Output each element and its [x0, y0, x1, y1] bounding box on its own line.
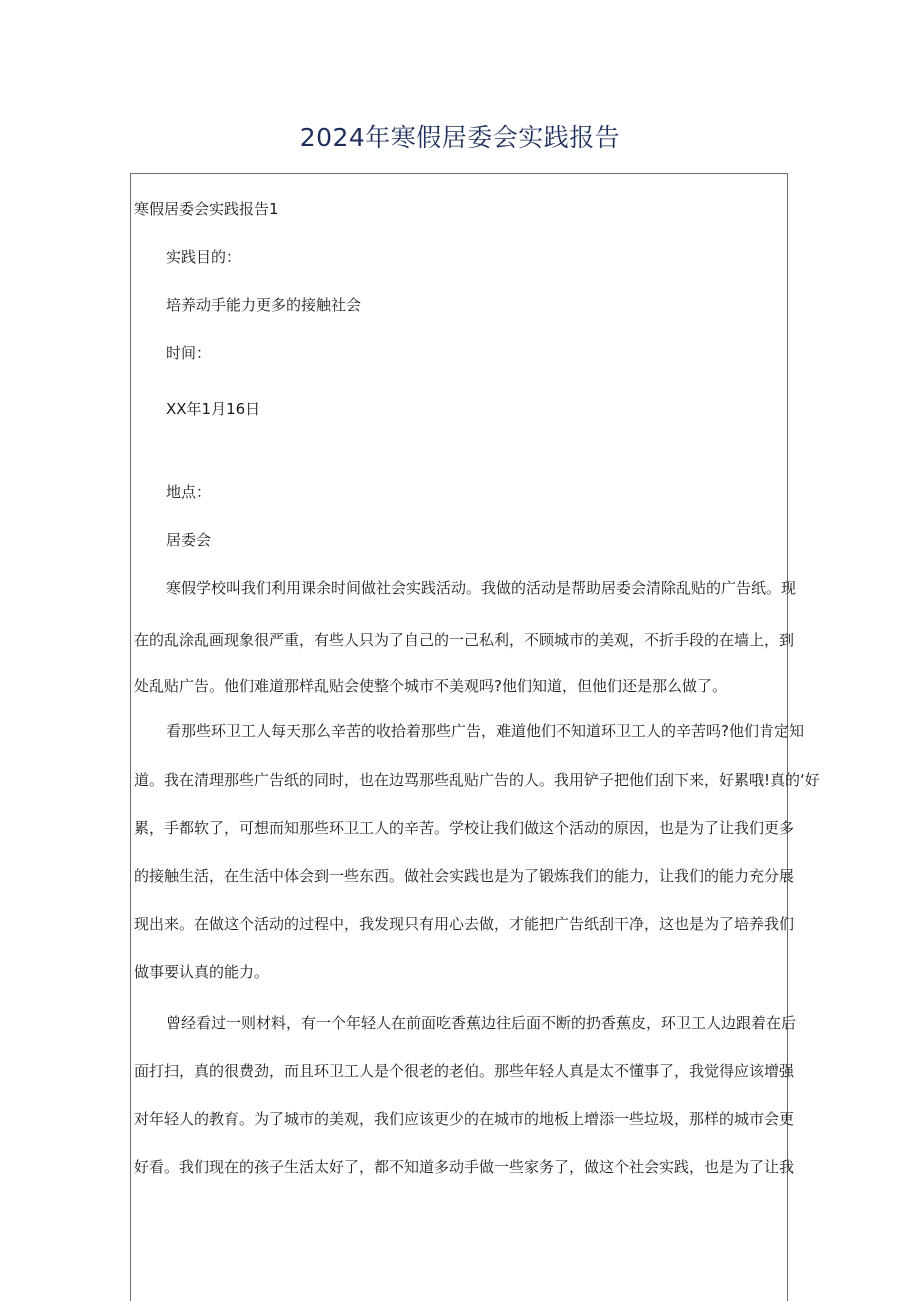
place-value: 居委会	[166, 531, 212, 549]
paragraph-1-line: 在的乱涂乱画现象很严重，有些人只为了自己的一己私利，不顾城市的美观，不折手段的在墙上，到	[134, 631, 795, 649]
purpose-value: 培养动手能力更多的接触社会	[166, 296, 362, 314]
paragraph-3-line: 对年轻人的教育。为了城市的美观，我们应该更少的在城市的地板上增添一些垃圾，那样的城市会更	[134, 1110, 795, 1128]
section-heading: 寒假居委会实践报告1	[134, 200, 279, 218]
paragraph-3-line: 曾经看过一则材料，有一个年轻人在前面吃香蕉边往后面不断的扔香蕉皮，环卫工人边跟着在后	[166, 1014, 797, 1032]
paragraph-1-line: 寒假学校叫我们利用课余时间做社会实践活动。我做的活动是帮助居委会清除乱贴的广告纸。现	[166, 579, 797, 597]
time-value: XX年1月16日	[166, 400, 261, 418]
paragraph-2-line: 现出来。在做这个活动的过程中，我发现只有用心去做，才能把广告纸刮干净，这也是为了培养我们	[134, 915, 795, 933]
time-label: 时间：	[166, 344, 212, 362]
paragraph-2-line: 看那些环卫工人每天那么辛苦的收拾着那些广告，难道他们不知道环卫工人的辛苦吗?他们肯定知	[166, 722, 804, 740]
document-title: 2024年寒假居委会实践报告	[299, 123, 621, 152]
paragraph-2-line: 道。我在清理那些广告纸的同时，也在边骂那些乱贴广告的人。我用铲子把他们刮下来，好累哦!真的‘好	[134, 771, 820, 789]
purpose-label: 实践目的：	[166, 248, 242, 266]
paragraph-2-line: 累，手都软了，可想而知那些环卫工人的辛苦。学校让我们做这个活动的原因，也是为了让我们更多	[134, 819, 795, 837]
paragraph-3-line: 好看。我们现在的孩子生活太好了，都不知道多动手做一些家务了，做这个社会实践，也是为了让我	[134, 1158, 795, 1176]
paragraph-2-line: 的接触生活，在生活中体会到一些东西。做社会实践也是为了锻炼我们的能力，让我们的能力充分展	[134, 867, 795, 885]
place-label: 地点：	[166, 483, 212, 501]
paragraph-2-line: 做事要认真的能力。	[134, 963, 270, 981]
paragraph-3-line: 面打扫，真的很费劲，而且环卫工人是个很老的老伯。那些年轻人真是太不懂事了，我觉得应该增强	[134, 1062, 795, 1080]
paragraph-1-line: 处乱贴广告。他们难道那样乱贴会使整个城市不美观吗?他们知道，但他们还是那么做了。	[134, 677, 727, 695]
